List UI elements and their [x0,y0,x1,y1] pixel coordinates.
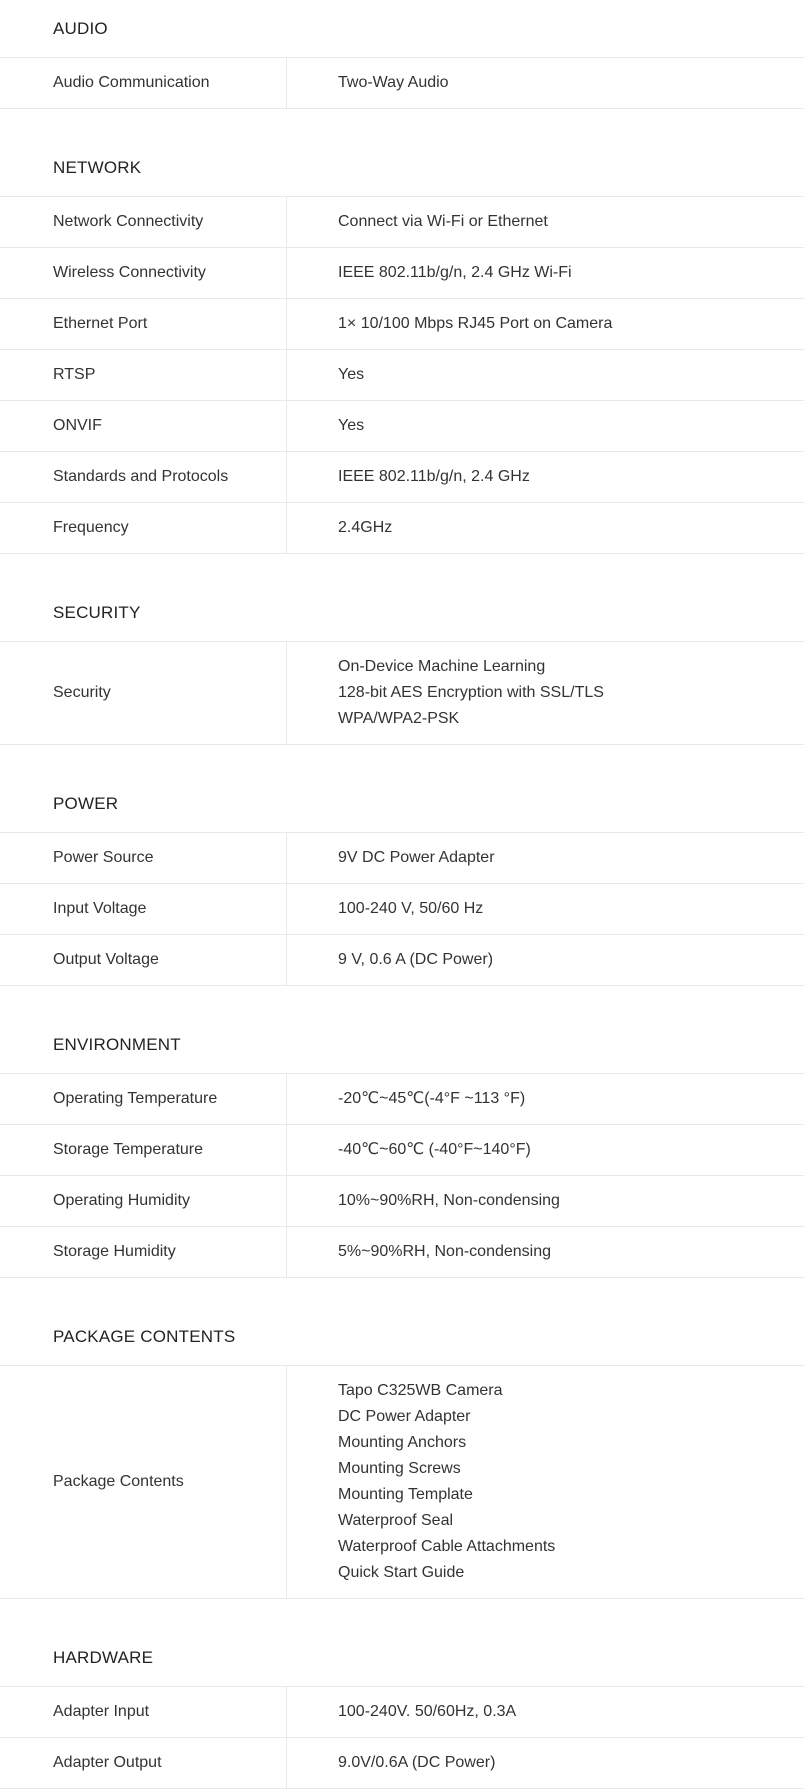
spec-value-cell [287,197,804,247]
spec-row [0,350,804,401]
spec-value-cell [287,884,804,934]
spec-value: Two-Way Audio [338,74,449,91]
spec-label: Wireless Connectivity [0,248,287,298]
spec-value: Connect via Wi-Fi or Ethernet [338,213,548,230]
spec-section-security [0,584,804,745]
spec-label: ONVIF [0,401,287,451]
spec-section-network [0,139,804,554]
spec-value-cell [287,1738,804,1788]
spec-row [0,248,804,299]
spec-value-cell [287,642,804,744]
spec-value-cell [287,935,804,985]
spec-value: 100-240V. 50/60Hz, 0.3A [338,1703,517,1720]
spec-label: Input Voltage [0,884,287,934]
spec-value: 1× 10/100 Mbps RJ45 Port on Camera [338,315,613,332]
spec-value-cell [287,1366,804,1598]
spec-value: 5%~90%RH, Non-condensing [338,1243,552,1260]
spec-row [0,935,804,986]
spec-section-environment [0,1016,804,1278]
spec-label: Adapter Output [0,1738,287,1788]
spec-label: Security [0,642,287,744]
spec-value: Mounting Screws [338,1460,461,1477]
spec-label: Storage Humidity [0,1227,287,1277]
spec-value-cell [287,1125,804,1175]
spec-label: Ethernet Port [0,299,287,349]
spec-row [0,1227,804,1278]
spec-value: Quick Start Guide [338,1564,465,1581]
spec-value: -40℃~60℃ (-40°F~140°F) [338,1141,531,1158]
spec-value: Waterproof Seal [338,1512,454,1529]
spec-label: RTSP [0,350,287,400]
spec-value: Mounting Template [338,1486,473,1503]
spec-label: Frequency [0,503,287,553]
spec-value: IEEE 802.11b/g/n, 2.4 GHz [338,468,530,485]
spec-value-cell [287,350,804,400]
spec-label: Power Source [0,833,287,883]
spec-label: Package Contents [0,1366,287,1598]
spec-value: Tapo C325WB Camera [338,1382,503,1399]
spec-value-cell [287,58,804,108]
spec-value-cell [287,503,804,553]
spec-row [0,884,804,935]
section-title: PACKAGE CONTENTS [0,1308,804,1366]
spec-row [0,1738,804,1789]
spec-label: Network Connectivity [0,197,287,247]
spec-row [0,833,804,884]
spec-row [0,299,804,350]
spec-value-cell [287,1074,804,1124]
spec-label: Standards and Protocols [0,452,287,502]
spec-label: Operating Temperature [0,1074,287,1124]
spec-row [0,401,804,452]
spec-value: 9 V, 0.6 A (DC Power) [338,951,494,968]
spec-value-cell [287,833,804,883]
section-title: AUDIO [0,0,804,58]
spec-row [0,1074,804,1125]
spec-section-power [0,775,804,986]
spec-value-cell [287,452,804,502]
spec-row [0,1125,804,1176]
section-title: POWER [0,775,804,833]
spec-value-cell [287,1687,804,1737]
spec-value-cell [287,1176,804,1226]
spec-row [0,58,804,109]
section-title: HARDWARE [0,1629,804,1687]
spec-value-cell [287,401,804,451]
spec-row [0,1687,804,1738]
spec-label: Adapter Input [0,1687,287,1737]
spec-value: On-Device Machine Learning [338,658,546,675]
spec-row [0,1366,804,1599]
spec-row [0,503,804,554]
section-title: ENVIRONMENT [0,1016,804,1074]
spec-value: 2.4GHz [338,519,393,536]
spec-value: DC Power Adapter [338,1408,471,1425]
spec-section-hardware [0,1629,804,1789]
spec-value: -20℃~45℃(-4°F ~113 °F) [338,1090,526,1107]
spec-row [0,452,804,503]
spec-value: 10%~90%RH, Non-condensing [338,1192,560,1209]
spec-value: 9V DC Power Adapter [338,849,495,866]
spec-label: Audio Communication [0,58,287,108]
section-title: NETWORK [0,139,804,197]
spec-row [0,1176,804,1227]
spec-value: Yes [338,366,365,383]
spec-value: IEEE 802.11b/g/n, 2.4 GHz Wi-Fi [338,264,572,281]
spec-value: 9.0V/0.6A (DC Power) [338,1754,496,1771]
spec-section-audio [0,0,804,109]
spec-label: Output Voltage [0,935,287,985]
spec-value: 128-bit AES Encryption with SSL/TLS [338,684,604,701]
spec-row [0,197,804,248]
section-title: SECURITY [0,584,804,642]
spec-section-package-contents [0,1308,804,1599]
spec-label: Operating Humidity [0,1176,287,1226]
spec-value-cell [287,299,804,349]
spec-label: Storage Temperature [0,1125,287,1175]
spec-row [0,642,804,745]
spec-value-cell [287,1227,804,1277]
spec-value: 100-240 V, 50/60 Hz [338,900,484,917]
spec-value: WPA/WPA2-PSK [338,710,460,727]
spec-value: Yes [338,417,365,434]
spec-value-cell [287,248,804,298]
spec-value: Mounting Anchors [338,1434,467,1451]
spec-value: Waterproof Cable Attachments [338,1538,556,1555]
